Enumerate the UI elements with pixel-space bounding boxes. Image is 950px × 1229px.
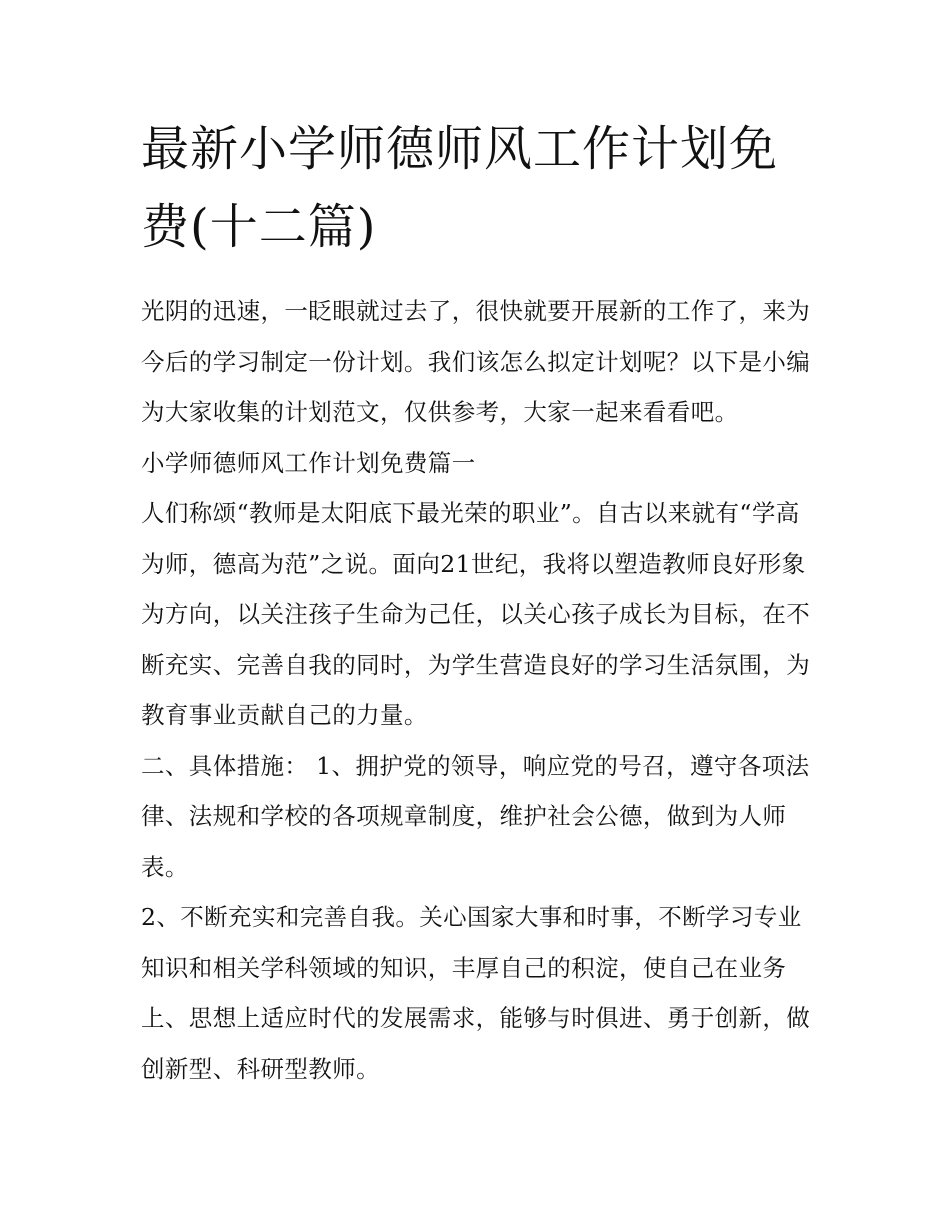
document-title: 最新小学师德师风工作计划免费(十二篇) [141,121,779,255]
section-heading: 小学师德师风工作计划免费篇一 [141,448,476,477]
document-body [141,286,821,1094]
document-page [141,110,821,1094]
body-paragraph: 人们称颂“教师是太阳底下最光荣的职业”。自古以来就有“学高为师，德高为范”之说。面向21世纪，我将以塑造教师良好形象为方向，以关注孩子生命为己任，以关心孩子成长为目标，在不断充实、完善自我的同时，为学生营造良好的学习生活氛围，为教育事业贡献自己的力量。 [141,499,811,729]
measures-paragraph: 二、具体措施： 1、拥护党的领导，响应党的号召，遵守各项法律、法规和学校的各项规章制度，维护社会公德，做到为人师表。 [141,751,810,881]
intro-paragraph: 光阴的迅速，一眨眼就过去了，很快就要开展新的工作了，来为今后的学习制定一份计划。我们该怎么拟定计划呢？以下是小编为大家收集的计划范文，仅供参考，大家一起来看看吧。 [141,297,811,426]
measures-paragraph-2: 2、不断充实和完善自我。关心国家大事和时事，不断学习专业知识和相关学科领域的知识，丰厚自己的积淀，使自己在业务上、思想上适应时代的发展需求，能够与时俱进、勇于创新，做创新型、科研型教师。 [141,903,811,1083]
